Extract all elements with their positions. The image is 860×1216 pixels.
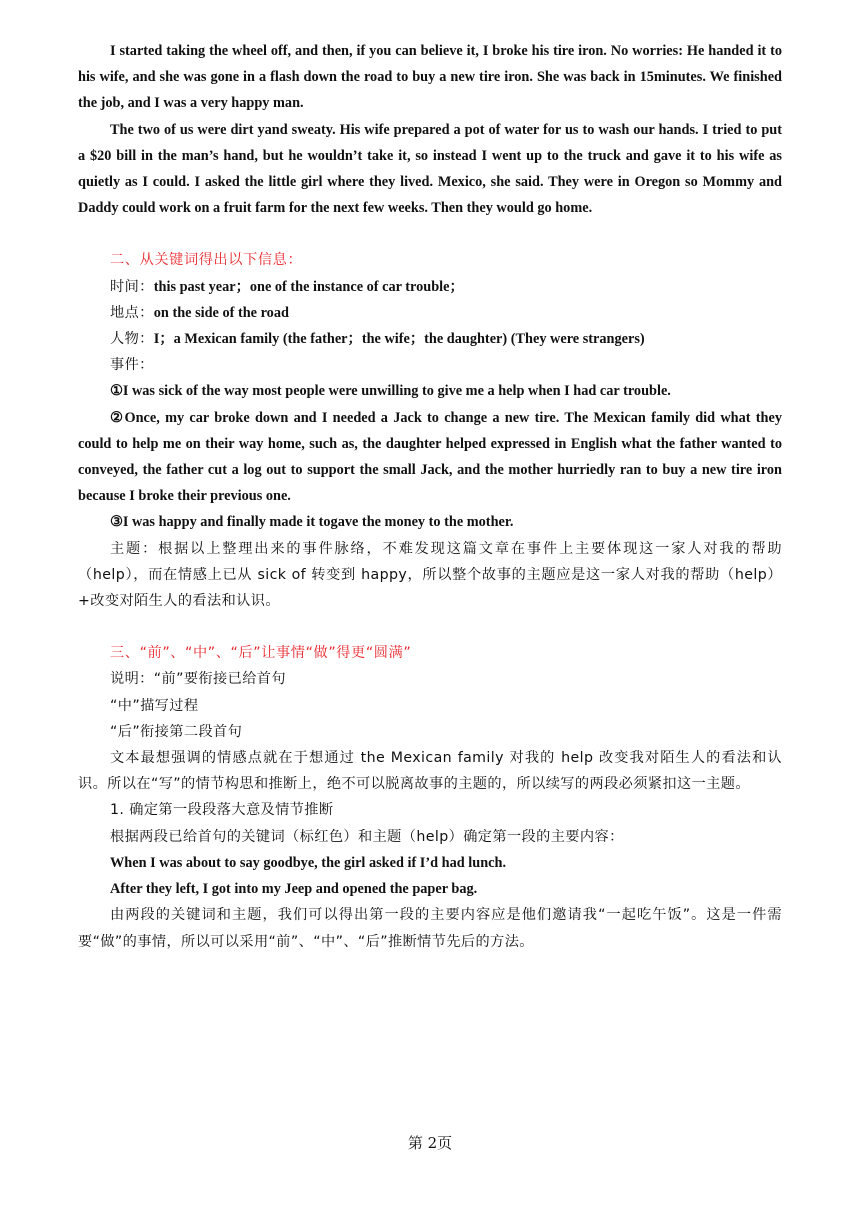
section-2-heading: 二、从关键词得出以下信息： [110,252,303,269]
event-item-3: ③I was happy and finally made it togave the money to the mother. [110,514,514,531]
info-place [78,300,782,326]
section-3-heading: 三、“前”、“中”、“后”让事情“做”得更“圆满” [110,645,412,662]
document-body [78,38,782,955]
info-place-label: 地点： [110,304,154,321]
info-time-value: this past year；one of the instance of car trouble； [153,278,464,295]
info-people [78,326,782,352]
info-people-label: 人物： [110,331,154,348]
info-time-label: 时间： [110,278,154,295]
analysis-paragraph-1: 文本最想强调的情感点就在于想通过 the Mexican family 对我的 help 改变我对陌生人的看法和认识。所以在“写”的情节构思和推断上，绝不可以脱离故事的主题的，所以续写的两段必须紧扣这一主题。 [78,750,782,793]
given-sentence-1: When I was about to say goodbye, the girl asked if I’d had lunch. [110,854,507,871]
analysis-paragraph-3: 由两段的关键词和主题，我们可以得出第一段的主要内容应是他们邀请我“一起吃午饭”。这是一件需要“做”的事情，所以可以采用“前”、“中”、“后”推断情节先后的方法。 [78,907,782,950]
info-people-value: I；a Mexican family (the father；the wife；the daughter) (They were strangers) [153,331,645,348]
event-item-2: ②Once, my car broke down and I needed a Jack to change a new tire. The Mexican family did what they could to help me on their way home, such as, the daughter helped expressed in English what the father wanted to conveyed, the father cut a log out to support the small Jack, and the mother hurriedly ran to buy a new tire iron because I broke their previous one. [78,409,782,505]
page-number: 第 2页 [407,1134,453,1152]
story-paragraph-2: The two of us were dirt yand sweaty. His wife prepared a pot of water for us to wash our hands. I tried to put a $20 bill in the man’s hand, but he wouldn’t take it, so instead I went up to the truck and gave it to his wife as quietly as I could. I asked the little girl where they lived. Mexico, she said. They were in Oregon so Mommy and Daddy could work on a fruit farm for the next few weeks. Then they would go home. [78,121,782,217]
event-item-1: ①I was sick of the way most people were unwilling to give me a help when I had car trouble. [110,383,671,400]
step-heading-1: 1. 确定第一段段落大意及情节推断 [110,802,334,819]
theme-paragraph: 主题：根据以上整理出来的事件脉络，不难发现这篇文章在事件上主要体现这一家人对我的帮助（help），而在情感上已从 sick of 转变到 happy，所以整个故事的主题应是这一家人对我的帮助（help）+改变对陌生人的看法和认识。 [78,540,782,610]
info-place-value: on the side of the road [153,304,289,321]
note-line-3: “后”衔接第二段首句 [110,723,243,740]
given-sentence-2: After they left, I got into my Jeep and opened the paper bag. [110,881,478,898]
info-time [78,274,782,300]
info-events-label: 事件： [110,357,154,374]
analysis-paragraph-2: 根据两段已给首句的关键词（标红色）和主题（help）确定第一段的主要内容： [110,828,624,845]
note-line-2: “中”描写过程 [110,697,199,714]
note-line-1: 说明：“前”要衔接已给首句 [110,671,286,688]
story-paragraph-1: I started taking the wheel off, and then, if you can believe it, I broke his tire iron. No worries: He handed it to his wife, and she was gone in a flash down the road to buy a new tire iron. She was back in 15minutes. We finished the job, and I was a very happy man. [78,43,782,112]
